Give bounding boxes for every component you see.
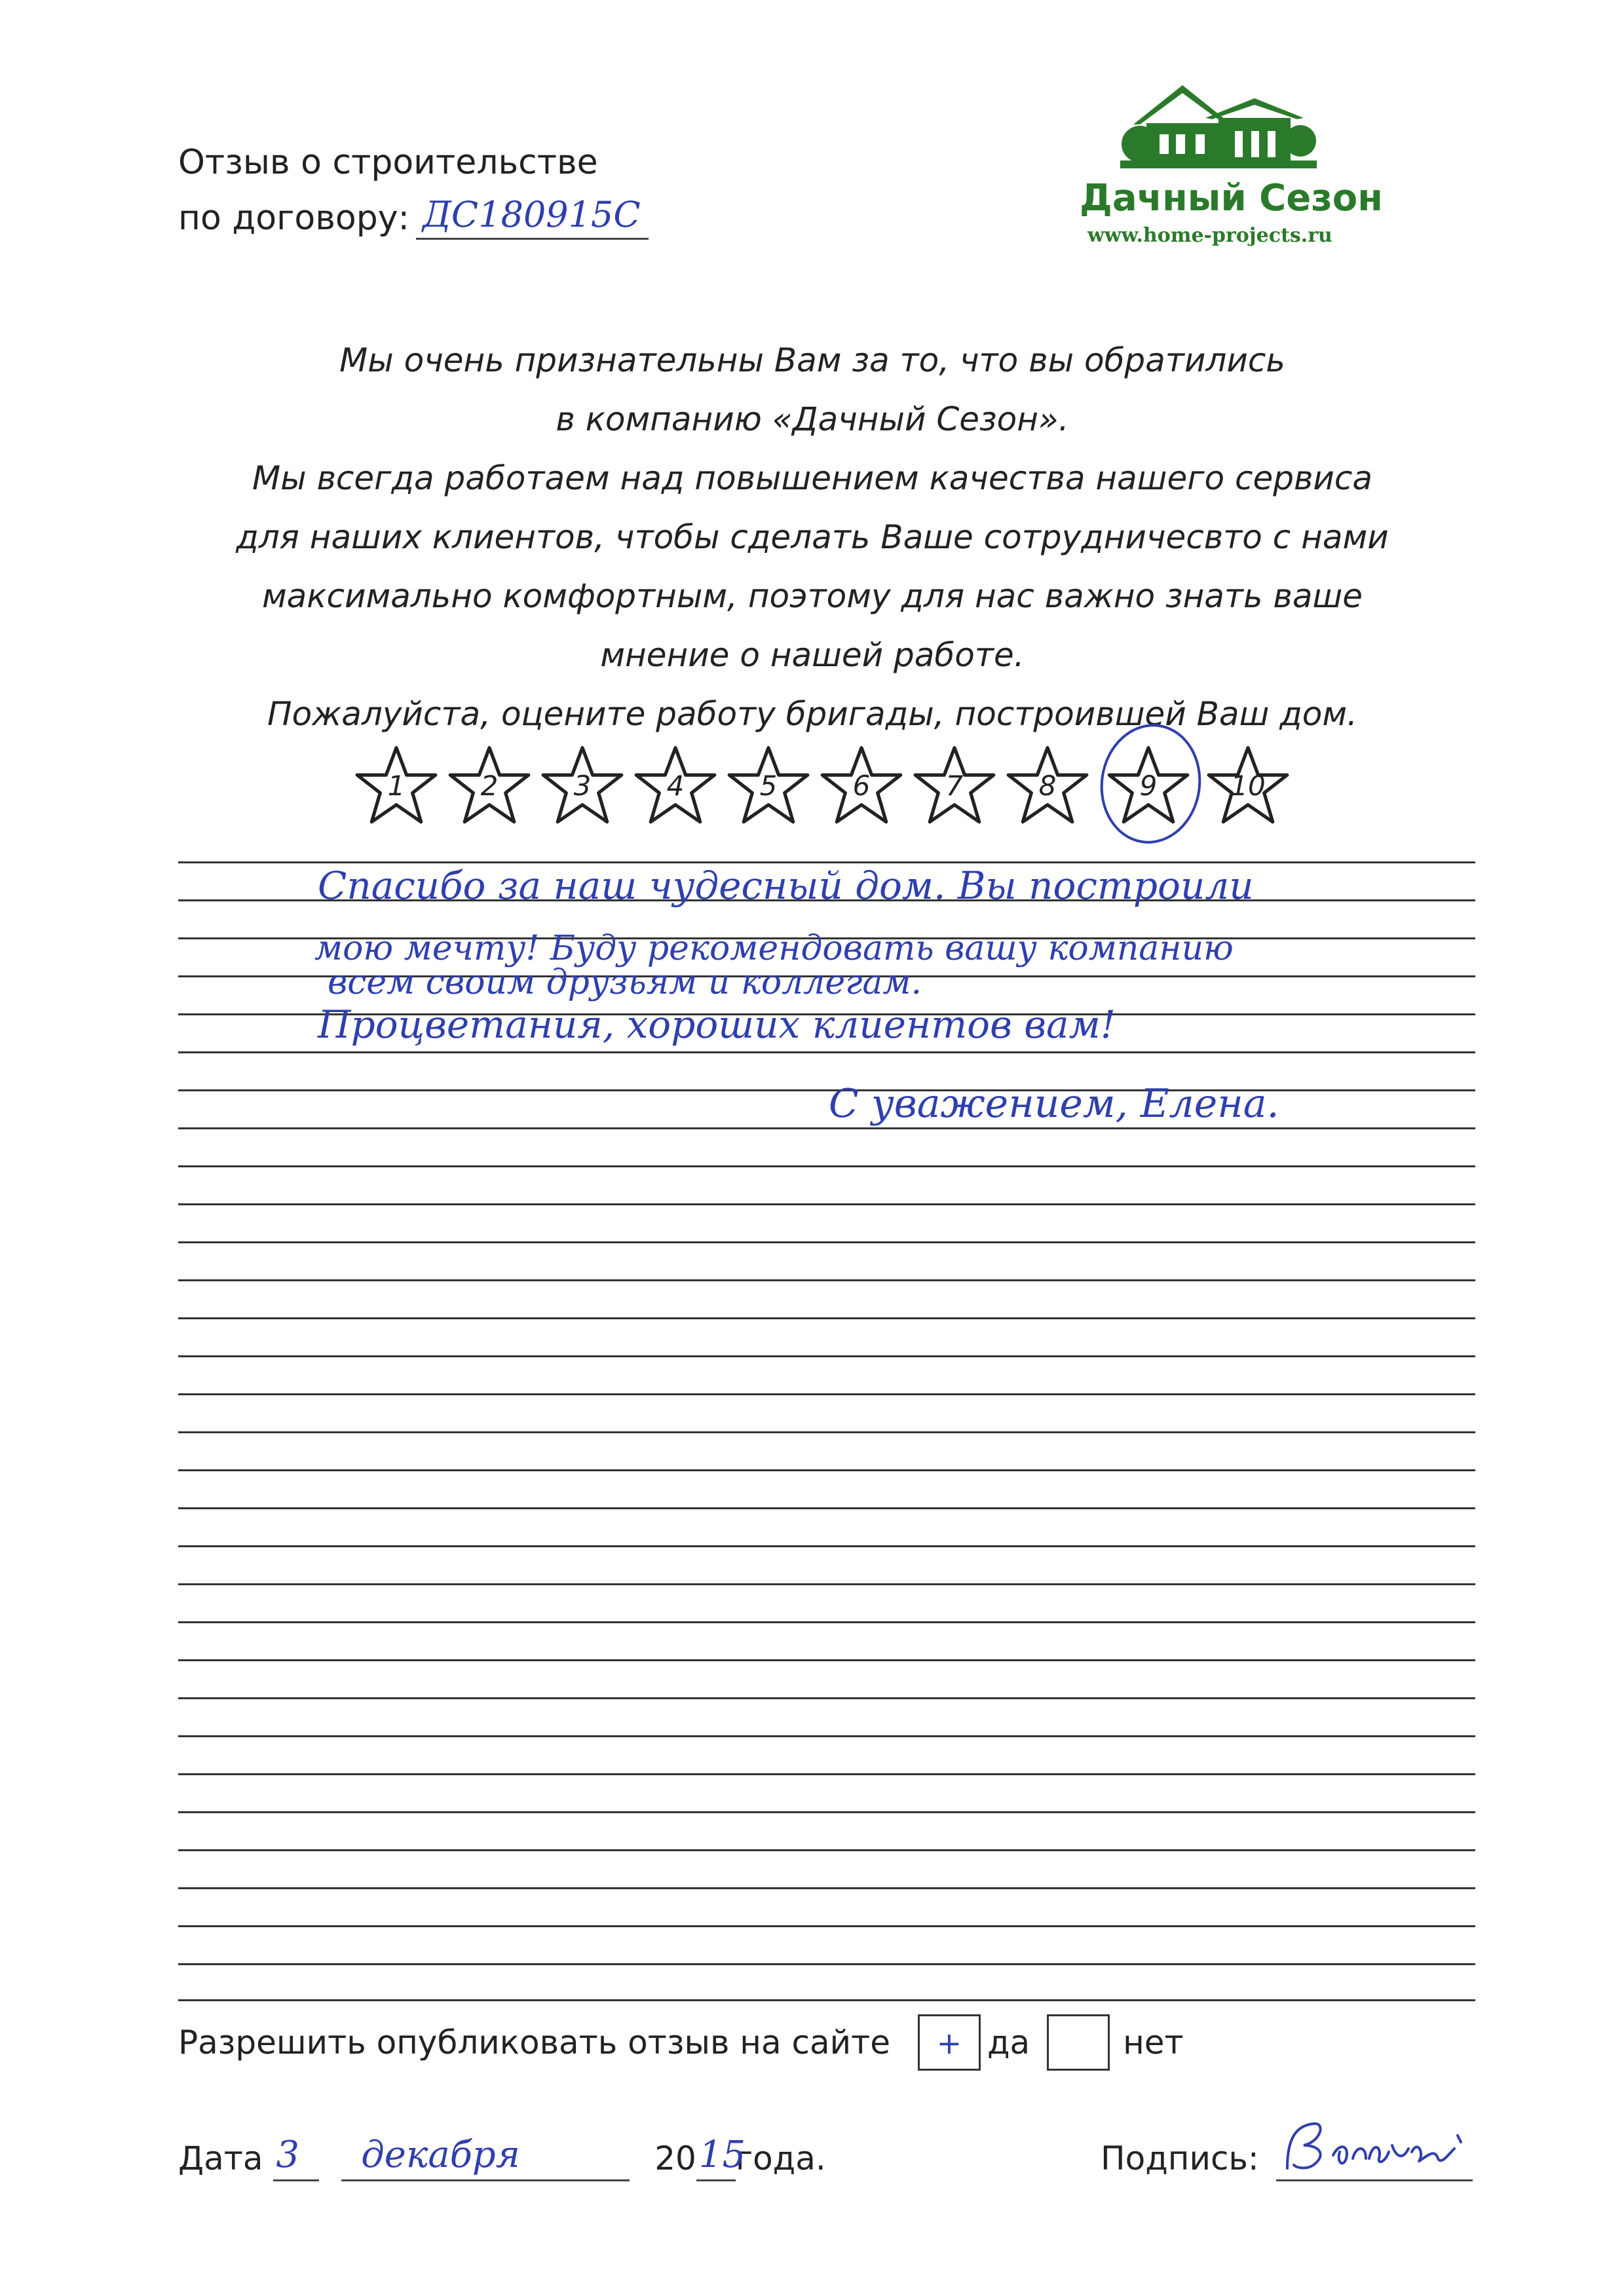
comment-line: Спасибо за наш чудесный дом. Вы построили bbox=[318, 863, 1254, 908]
rating-star-8[interactable] bbox=[1005, 743, 1090, 829]
rating-star-7[interactable] bbox=[912, 743, 997, 829]
rating-star-5[interactable] bbox=[726, 743, 811, 829]
contract-number: ДС180915С bbox=[423, 194, 641, 235]
comment-line: мою мечту! Буду рекомендовать вашу компанию bbox=[314, 929, 1234, 968]
publish-yes-label: да bbox=[987, 2023, 1030, 2061]
year-prefix: 20 bbox=[654, 2139, 696, 2177]
ruled-line bbox=[178, 1279, 1475, 1281]
ruled-line bbox=[178, 1203, 1475, 1205]
date-label: Дата bbox=[178, 2139, 263, 2177]
comment-line: всем своим друзьям и коллегам. bbox=[328, 963, 922, 1002]
ruled-line bbox=[178, 1393, 1475, 1395]
ruled-line bbox=[178, 1165, 1475, 1167]
rating-star-6[interactable] bbox=[819, 743, 904, 829]
intro-line: Пожалуйста, оцените работу бригады, построившей Ваш дом. bbox=[267, 695, 1357, 733]
ruled-line bbox=[178, 1811, 1475, 1813]
publish-no-label: нет bbox=[1123, 2023, 1184, 2061]
star-number: 5 bbox=[759, 770, 778, 802]
rating-star-3[interactable] bbox=[540, 743, 625, 829]
ruled-line bbox=[178, 1773, 1475, 1775]
intro-line: в компанию «Дачный Сезон». bbox=[556, 400, 1069, 438]
ruled-line bbox=[178, 1127, 1475, 1129]
publish-permission bbox=[178, 2014, 1184, 2071]
ruled-line bbox=[178, 1241, 1475, 1243]
star-number: 2 bbox=[480, 770, 499, 802]
date-row bbox=[178, 2136, 826, 2181]
ruled-line bbox=[178, 1355, 1475, 1357]
star-number: 7 bbox=[945, 770, 964, 802]
comment-line: Процветания, хороших клиентов вам! bbox=[318, 1002, 1116, 1047]
intro-line: мнение о нашей работе. bbox=[600, 636, 1025, 674]
ruled-line bbox=[178, 1659, 1475, 1661]
date-day: 3 bbox=[276, 2134, 300, 2176]
ruled-line bbox=[178, 1545, 1475, 1547]
ruled-line bbox=[178, 1621, 1475, 1623]
company-logo bbox=[1068, 79, 1383, 249]
signature-row bbox=[1101, 2136, 1473, 2181]
date-year: 15 bbox=[698, 2134, 746, 2176]
rating-star-10[interactable] bbox=[1205, 743, 1291, 829]
contract-label: по договору: bbox=[178, 198, 410, 238]
ruled-line bbox=[178, 1507, 1475, 1509]
date-year-field[interactable] bbox=[696, 2134, 746, 2181]
publish-yes-checkbox[interactable] bbox=[918, 2014, 981, 2071]
publish-no-checkbox[interactable] bbox=[1047, 2014, 1110, 2071]
yes-checkmark: + bbox=[936, 2025, 962, 2061]
date-day-field[interactable] bbox=[273, 2134, 319, 2181]
intro-line: для наших клиентов, чтобы сделать Ваше сотрудничесвто с нами bbox=[236, 518, 1389, 556]
date-month: декабря bbox=[361, 2134, 520, 2176]
ruled-line bbox=[178, 1089, 1475, 1091]
star-rating bbox=[354, 743, 1323, 835]
star-number: 1 bbox=[387, 770, 406, 802]
handwritten-signature bbox=[1274, 2116, 1471, 2178]
logo-name: Дачный Сезон bbox=[1080, 177, 1383, 219]
house-logo-icon bbox=[1120, 79, 1317, 170]
intro-line: максимально комфортным, поэтому для нас важно знать ваше bbox=[261, 577, 1363, 615]
ruled-line bbox=[178, 1999, 1475, 2001]
ruled-line bbox=[178, 1697, 1475, 1699]
ruled-line bbox=[178, 1849, 1475, 1851]
intro-line: Мы очень признательны Вам за то, что вы обратились bbox=[339, 341, 1285, 379]
star-number: 9 bbox=[1139, 770, 1158, 802]
star-number: 4 bbox=[666, 770, 685, 802]
form-title: Отзыв о строительстве bbox=[178, 143, 598, 182]
contract-number-field[interactable] bbox=[416, 194, 649, 240]
star-number: 8 bbox=[1038, 770, 1057, 802]
ruled-line bbox=[178, 1925, 1475, 1927]
comment-signoff: С уважением, Елена. bbox=[829, 1081, 1279, 1127]
ruled-line bbox=[178, 1887, 1475, 1889]
rating-star-1[interactable] bbox=[354, 743, 439, 829]
rating-star-4[interactable] bbox=[633, 743, 718, 829]
year-label: года. bbox=[735, 2139, 826, 2177]
ruled-line bbox=[178, 1583, 1475, 1585]
ruled-line bbox=[178, 1469, 1475, 1471]
contract-row bbox=[178, 194, 649, 240]
signature-label: Подпись: bbox=[1101, 2139, 1259, 2177]
ruled-line bbox=[178, 1317, 1475, 1319]
ruled-line bbox=[178, 1963, 1475, 1965]
star-number: 10 bbox=[1230, 770, 1266, 802]
ruled-line bbox=[178, 1431, 1475, 1433]
logo-url: www.home-projects.ru bbox=[1087, 224, 1332, 247]
rating-star-2[interactable] bbox=[447, 743, 532, 829]
ruled-line bbox=[178, 1051, 1475, 1053]
star-number: 3 bbox=[573, 770, 592, 802]
intro-text bbox=[131, 331, 1494, 743]
ruled-line bbox=[178, 1735, 1475, 1737]
intro-line: Мы всегда работаем над повышением качества нашего сервиса bbox=[252, 459, 1373, 497]
date-month-field[interactable] bbox=[341, 2134, 630, 2181]
star-number: 6 bbox=[852, 770, 871, 802]
publish-label: Разрешить опубликовать отзыв на сайте bbox=[178, 2023, 891, 2061]
